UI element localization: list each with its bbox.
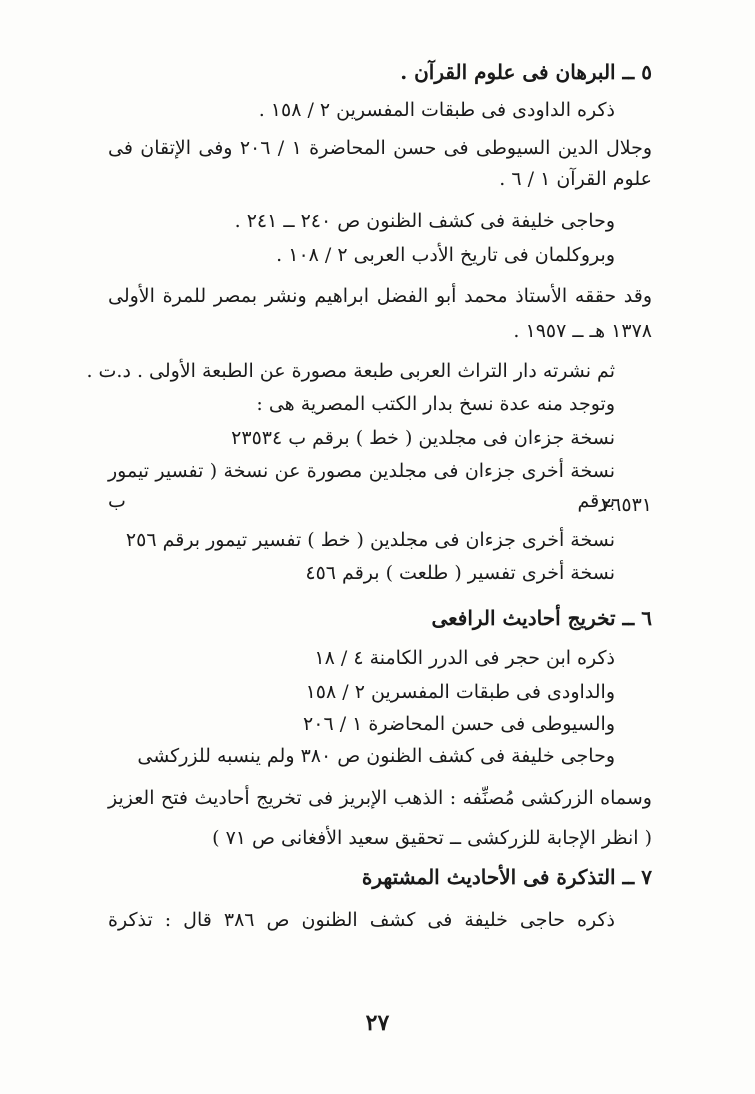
text-line: وجلال الدين السيوطى فى حسن المحاضرة ١ / ٢٠٦ وفى الإتقان فى bbox=[108, 137, 653, 159]
text-line: والداودى فى طبقات المفسرين ٢ / ١٥٨ bbox=[305, 681, 615, 703]
text-line: نسخة أخرى جزءان فى مجلدين ( خط ) تفسير تيمور برقم ٢٥٦ bbox=[125, 529, 615, 551]
text-line: ذكره الداودى فى طبقات المفسرين ٢ / ١٥٨ . bbox=[258, 99, 615, 121]
section-heading-5: ٥ ــ البرهان فى علوم القرآن . bbox=[400, 60, 652, 84]
text-line: وحاجى خليفة فى كشف الظنون ص ٣٨٠ ولم ينسبه للزركشى bbox=[137, 745, 615, 767]
text-line: نسخة جزءان فى مجلدين ( خط ) برقم ب ٢٣٥٣٤ bbox=[231, 427, 615, 449]
text-line: والسيوطى فى حسن المحاضرة ١ / ٢٠٦ bbox=[303, 713, 615, 735]
text-line: علوم القرآن ١ / ٦ . bbox=[499, 168, 652, 190]
text-line: وتوجد منه عدة نسخ بدار الكتب المصرية هى : bbox=[256, 393, 615, 415]
text-line: وقد حققه الأستاذ محمد أبو الفضل ابراهيم ونشر بمصر للمرة الأولى bbox=[108, 285, 652, 307]
page-number: ٢٧ bbox=[365, 1010, 390, 1036]
text-line: نسخة أخرى جزءان فى مجلدين مصورة عن نسخة ( تفسير تيمور برقم ب bbox=[108, 460, 615, 512]
text-line: وحاجى خليفة فى كشف الظنون ص ٢٤٠ ــ ٢٤١ . bbox=[234, 210, 615, 232]
section-heading-7: ٧ ــ التذكرة فى الأحاديث المشتهرة bbox=[361, 865, 652, 889]
text-line: ( انظر الإجابة للزركشى ــ تحقيق سعيد الأفغانى ص ٧١ ) bbox=[212, 827, 652, 849]
text-line: وبروكلمان فى تاريخ الأدب العربى ٢ / ١٠٨ . bbox=[276, 244, 615, 266]
text-line: نسخة أخرى تفسير ( طلعت ) برقم ٤٥٦ bbox=[305, 562, 615, 584]
text-line: ذكره حاجى خليفة فى كشف الظنون ص ٣٨٦ قال : تذكرة bbox=[108, 909, 615, 931]
section-heading-6: ٦ ــ تخريج أحاديث الرافعى bbox=[431, 606, 652, 630]
text-line: ثم نشرته دار التراث العربى طبعة مصورة عن الطبعة الأولى . د.ت . bbox=[86, 360, 615, 382]
text-line: ذكره ابن حجر فى الدرر الكامنة ٤ / ١٨ bbox=[314, 647, 615, 669]
text-line: وسماه الزركشى مُصنِّفه : الذهب الإبريز فى تخريج أحاديث فتح العزيز bbox=[108, 787, 652, 809]
text-line: ٢٦٥٣١ bbox=[600, 494, 652, 516]
text-line: ١٣٧٨ هـ ــ ١٩٥٧ . bbox=[513, 320, 652, 342]
